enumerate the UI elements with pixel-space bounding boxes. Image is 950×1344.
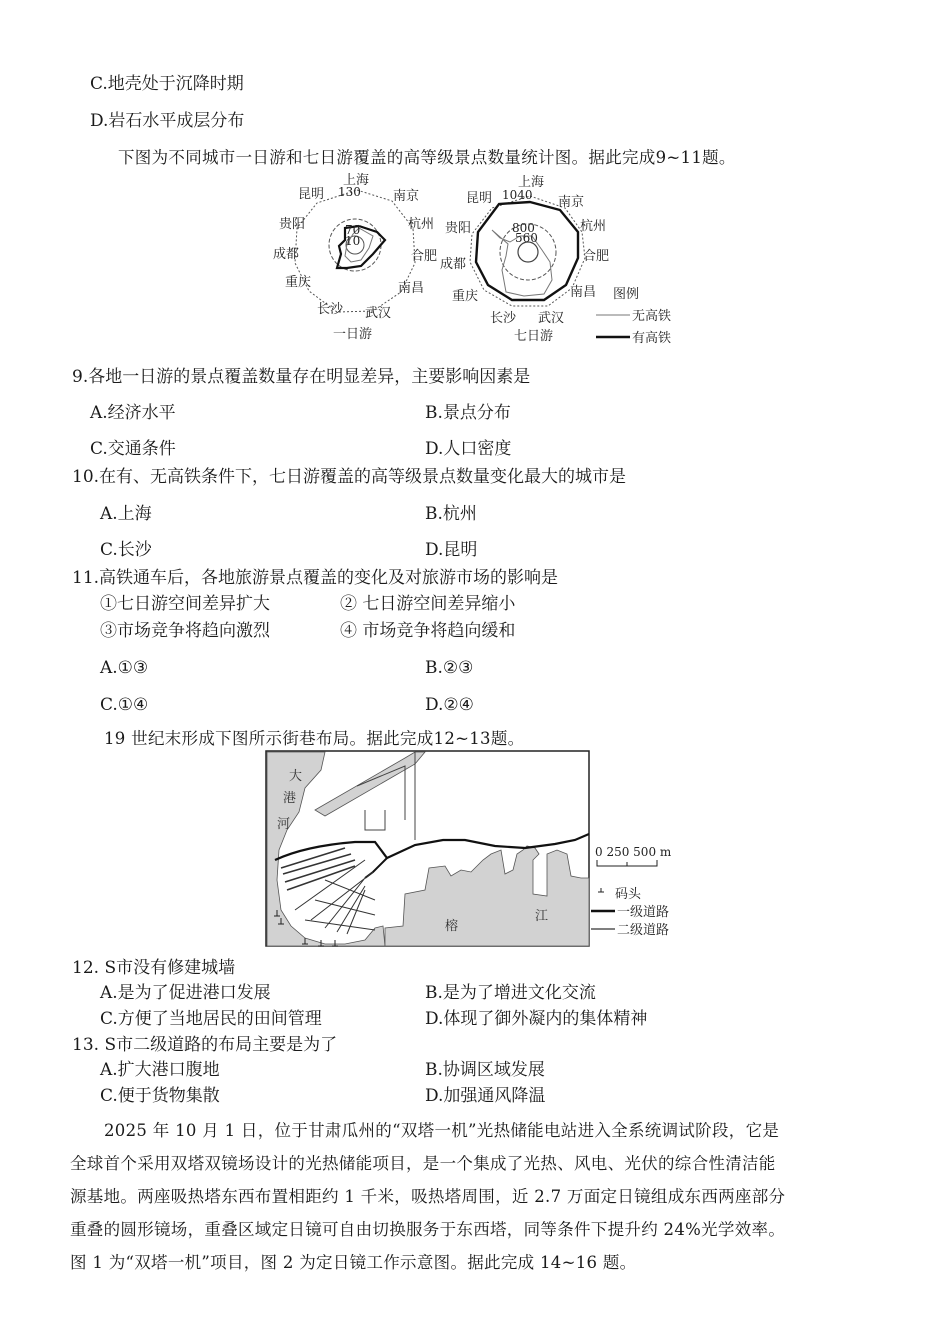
svg-text:合肥: 合肥	[411, 249, 438, 264]
prev-option-c: C.地壳处于沉降时期	[90, 74, 244, 94]
q13-option-a[interactable]: A.扩大港口腹地	[100, 1060, 220, 1080]
q11-stem: 11.高铁通车后，各地旅游景点覆盖的变化及对旅游市场的影响是	[72, 568, 559, 588]
q11-statement-3: ③市场竞争将趋向激烈	[100, 621, 270, 641]
q10-option-a[interactable]: A.上海	[100, 504, 152, 524]
svg-text:昆明: 昆明	[298, 187, 325, 202]
svg-text:上海: 上海	[518, 175, 545, 190]
svg-text:大: 大	[289, 769, 303, 784]
q9-stem: 9.各地一日游的景点覆盖数量存在明显差异，主要影响因素是	[72, 367, 531, 387]
svg-text:上海: 上海	[343, 173, 370, 188]
q9-option-c[interactable]: C.交通条件	[90, 439, 176, 459]
q10-stem: 10.在有、无高铁条件下，七日游覆盖的高等级景点数量变化最大的城市是	[72, 467, 627, 487]
radar-chart-one-day	[265, 170, 445, 350]
passage-line-5: 图 1 为“双塔一机”项目，图 2 为定日镜工作示意图。据此完成 14~16 题。	[70, 1253, 637, 1272]
legend-secondary-road: 二级道路	[617, 923, 670, 938]
svg-text:武汉: 武汉	[538, 311, 565, 326]
q13-option-c[interactable]: C.便于货物集散	[100, 1086, 220, 1106]
legend-pier: 码头	[615, 887, 642, 902]
svg-text:重庆: 重庆	[285, 275, 312, 290]
svg-text:南昌: 南昌	[398, 281, 425, 296]
svg-text:南京: 南京	[393, 189, 420, 204]
q9-option-d[interactable]: D.人口密度	[425, 439, 512, 459]
svg-text:合肥: 合肥	[583, 249, 610, 264]
svg-text:江: 江	[535, 909, 549, 924]
svg-text:成都: 成都	[440, 257, 467, 272]
svg-text:重庆: 重庆	[452, 289, 479, 304]
q11-option-d[interactable]: D.②④	[425, 695, 474, 715]
ring-label-70: 70	[345, 223, 361, 237]
svg-text:南昌: 南昌	[570, 285, 597, 300]
legend-no-hsr: 无高铁	[632, 309, 672, 324]
q13-stem: 13. S市二级道路的布局主要是为了	[72, 1035, 338, 1055]
q12-option-c[interactable]: C.方便了当地居民的田间管理	[100, 1009, 322, 1029]
q10-option-c[interactable]: C.长沙	[100, 540, 152, 560]
intro-12-13: 19 世纪末形成下图所示街巷布局。据此完成12~13题。	[104, 729, 525, 748]
intro-9-11: 下图为不同城市一日游和七日游覆盖的高等级景点数量统计图。据此完成9~11题。	[118, 148, 736, 167]
ring-1040	[470, 196, 585, 306]
svg-text:杭州: 杭州	[408, 217, 435, 232]
passage-line-2: 全球首个采用双塔双镜场设计的光热储能项目，是一个集成了光热、风电、光伏的综合性清洁能	[70, 1154, 776, 1173]
svg-text:长沙: 长沙	[490, 311, 517, 326]
q13-option-b[interactable]: B.协调区域发展	[425, 1060, 545, 1080]
svg-text:杭州: 杭州	[580, 219, 607, 234]
legend-hsr: 有高铁	[632, 331, 672, 346]
ring-560	[518, 242, 538, 262]
chart-title-one-day: 一日游	[333, 327, 373, 342]
q9-option-a[interactable]: A.经济水平	[90, 403, 176, 423]
legend-primary-road: 一级道路	[617, 905, 670, 920]
q11-statement-2: ② 七日游空间差异缩小	[340, 594, 516, 614]
svg-text:南京: 南京	[558, 195, 585, 210]
passage-line-4: 重叠的圆形镜场，重叠区域定日镜可自由切换服务于东西塔，同等条件下提升约 24%光学效率。	[70, 1220, 786, 1239]
q11-statement-1: ①七日游空间差异扩大	[100, 594, 270, 614]
svg-text:武汉: 武汉	[365, 306, 392, 321]
q13-option-d[interactable]: D.加强通风降温	[425, 1086, 546, 1106]
svg-text:河: 河	[277, 817, 291, 832]
chart-title-seven-day: 七日游	[514, 329, 554, 344]
q11-statement-4: ④ 市场竞争将趋向缓和	[340, 621, 516, 641]
ring-label-130: 130	[338, 185, 361, 199]
radar-chart-seven-day	[440, 170, 690, 350]
street-layout-map	[265, 750, 690, 948]
svg-text:贵阳: 贵阳	[279, 217, 306, 232]
q9-option-b[interactable]: B.景点分布	[425, 403, 511, 423]
q12-option-b[interactable]: B.是为了增进文化交流	[425, 983, 596, 1003]
ring-label-1040: 1040	[502, 188, 533, 202]
svg-text:长沙: 长沙	[317, 302, 344, 317]
svg-text:贵阳: 贵阳	[445, 221, 472, 236]
q10-option-d[interactable]: D.昆明	[425, 540, 478, 560]
passage-line-3: 源基地。两座吸热塔东西布置相距约 1 千米，吸热塔周围，近 2.7 万面定日镜组成东西两座部分	[70, 1187, 786, 1206]
passage-line-1: 2025 年 10 月 1 日，位于甘肃瓜州的“双塔一机”光热储能电站进入全系统调试阶段，它是	[104, 1121, 780, 1140]
svg-text:成都: 成都	[273, 247, 300, 262]
q12-option-a[interactable]: A.是为了促进港口发展	[100, 983, 271, 1003]
ring-label-560: 560	[515, 231, 538, 245]
ring-label-800: 800	[512, 221, 535, 235]
ring-label-10: 10	[345, 234, 361, 248]
q12-option-d[interactable]: D.体现了御外凝内的集体精神	[425, 1009, 648, 1029]
map-scale: 0 250 500 m	[595, 845, 672, 859]
svg-text:昆明: 昆明	[466, 191, 493, 206]
svg-text:榕: 榕	[445, 919, 459, 934]
q11-option-a[interactable]: A.①③	[100, 658, 149, 678]
ring-130	[295, 190, 415, 312]
prev-option-d: D.岩石水平成层分布	[90, 111, 245, 131]
q11-option-b[interactable]: B.②③	[425, 658, 474, 678]
legend-title: 图例	[613, 287, 640, 302]
svg-text:港: 港	[283, 791, 297, 806]
series-hsr	[476, 202, 578, 300]
q11-option-c[interactable]: C.①④	[100, 695, 149, 715]
q10-option-b[interactable]: B.杭州	[425, 504, 477, 524]
q12-stem: 12. S市没有修建城墙	[72, 958, 236, 978]
